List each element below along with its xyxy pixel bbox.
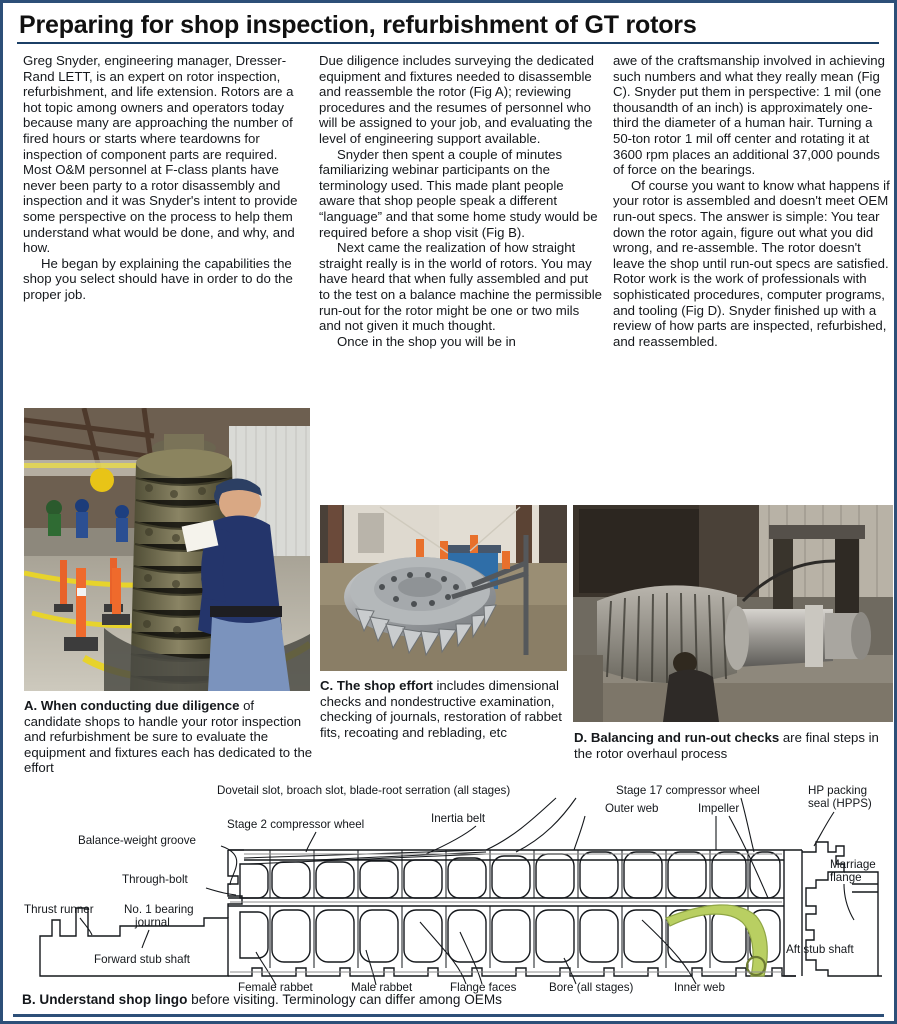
page-inner xyxy=(8,8,889,1016)
figure-a-photo xyxy=(24,408,310,691)
figure-d-caption-rest: are final steps in the rotor overhaul process xyxy=(574,730,879,761)
paragraph: awe of the craftsmanship involved in achieving such numbers and what they really mean (Fig C). Snyder put them in perspective: 1 mil (one thousandth of an inch) is approximately one-third the diameter of a human hair. Turning a 50-ton rotor 1 mil off center and rotating it at 3600 rpm places an additional 37,000 pounds of force on the bearings. xyxy=(613,53,885,178)
figure-b-diagram xyxy=(16,780,882,1018)
paragraph: He began by explaining the capabilities the shop you select should have in order to do the proper job. xyxy=(23,255,293,302)
rotor-nose-outline xyxy=(228,850,244,918)
figure-c-image xyxy=(320,505,567,671)
paragraph: Greg Snyder, engineering manager, Dresser-Rand LETT, is an expert on rotor inspection, refurbishment, and life extension. Rotors are a hot topic among owners and operators today because many are approaching the number of fired hours or starts where teardowns for inspection of component parts are required. Most O&M personnel at F-class plants have never been party to a rotor disassembly and inspection and it was Snyder's intent to provide some perspective on the process to help them understand what would be done, and why, and how. xyxy=(23,53,298,256)
label-bearing-journal-1: No. 1 bearing xyxy=(124,903,194,916)
figure-a-caption xyxy=(24,698,314,776)
label-inner-web: Inner web xyxy=(674,981,725,994)
upper-wheel-bores xyxy=(240,852,780,898)
hp-packing-seal xyxy=(784,850,802,976)
label-hp-packing-1: HP packing xyxy=(808,784,868,797)
page-title: Preparing for shop inspection, refurbishment of GT rotors xyxy=(19,11,697,39)
text-column-2 xyxy=(319,53,602,349)
label-balance-weight-groove: Balance-weight groove xyxy=(78,834,196,847)
figure-a-caption-rest: of candidate shops to handle your rotor inspection and refurbishment be sure to evaluate the equipment and fixtures each has dedicated to the effort xyxy=(24,698,313,776)
label-through-bolt: Through-bolt xyxy=(122,873,188,886)
figure-d-caption xyxy=(574,730,894,761)
label-hp-packing-2: seal (HPPS) xyxy=(808,797,872,810)
label-bearing-journal-2: journal xyxy=(135,916,170,929)
label-male-rabbet: Male rabbet xyxy=(351,981,413,994)
text-column-3 xyxy=(613,53,894,349)
figure-a-image xyxy=(24,408,310,691)
figure-c-caption xyxy=(320,678,570,740)
figure-c-caption-lead: C. The shop effort xyxy=(320,678,433,693)
paragraph: Due diligence includes surveying the dedicated equipment and fixtures needed to disassemble and reassemble the rotor (Fig A); reviewing procedures and the resumes of personnel who will be assigned to your job, and evaluating the level of engineering support available. xyxy=(319,53,594,146)
label-female-rabbet: Female rabbet xyxy=(238,981,313,994)
paragraph: Snyder then spent a couple of minutes familiarizing webinar participants on the terminology used. This made plant people aware that shop people speak a different “language” and that some home study would be required before a shop visit (Fig B). xyxy=(319,146,598,240)
label-inertia-belt: Inertia belt xyxy=(431,812,486,825)
figure-d-caption-lead: D. Balancing and run-out checks xyxy=(574,730,780,745)
figure-b-caption-lead: B. Understand shop lingo xyxy=(22,992,188,1007)
figure-a-caption-lead: A. When conducting due diligence xyxy=(24,698,240,713)
label-bore-all-stages: Bore (all stages) xyxy=(549,981,634,994)
paragraph: Once in the shop you will be in xyxy=(337,333,516,349)
lower-wheel-bores xyxy=(240,910,780,962)
label-marriage-flange-1: Marriage xyxy=(830,858,876,871)
paragraph: Next came the realization of how straight straight really is in the world of rotors. You may have heard that when fully assembled and put to the test on a balance machine the permissible run-out for the rotor might be one or two mils and not given it much thought. xyxy=(319,240,602,334)
bottom-divider xyxy=(13,1014,884,1017)
text-column-1 xyxy=(23,53,309,303)
label-marriage-flange-2: flange xyxy=(830,871,862,884)
figure-c-photo xyxy=(320,505,567,671)
label-flange-faces: Flange faces xyxy=(450,981,517,994)
label-thrust-runner: Thrust runner xyxy=(24,903,94,916)
wheel-separators-upper xyxy=(270,850,748,898)
figure-d-photo xyxy=(573,505,893,722)
label-forward-stub-shaft: Forward stub shaft xyxy=(94,953,191,966)
label-stage-17: Stage 17 compressor wheel xyxy=(616,784,760,797)
rotor-cross-section xyxy=(16,780,882,1018)
title-divider xyxy=(17,42,879,44)
figure-b-caption-rest: before visiting. Terminology can differ among OEMs xyxy=(187,992,502,1007)
page-header xyxy=(17,12,879,44)
figure-d-image xyxy=(573,505,893,722)
impeller-highlight xyxy=(666,905,767,976)
leader-lines xyxy=(80,798,854,985)
label-outer-web: Outer web xyxy=(605,802,659,815)
figure-b-caption xyxy=(22,992,502,1007)
figure-c-caption-rest: includes dimensional checks and nondestructive examination, checking of journals, restoration of rabbet fits, recoating and reblading, etc xyxy=(320,678,562,740)
label-dovetail-slot: Dovetail slot, broach slot, blade-root serration (all stages) xyxy=(217,784,511,797)
paragraph: Of course you want to know what happens if your rotor is assembled and doesn't meet OEM run-out specs. The answer is simple: You tear down the rotor again, figure out what you did wrong, and re-assemble. The rotor doesn't leave the shop until run-out specs are satisfied. Rotor work is the work of professionals with sophisticated procedures, computer programs, and tooling (Fig D). Snyder finished up with a review of how parts are inspected, refurbished, and reassembled. xyxy=(613,177,890,349)
label-impeller: Impeller xyxy=(698,802,740,815)
label-stage-2: Stage 2 compressor wheel xyxy=(227,818,365,831)
label-aft-stub-shaft: Aft stub shaft xyxy=(786,943,854,956)
